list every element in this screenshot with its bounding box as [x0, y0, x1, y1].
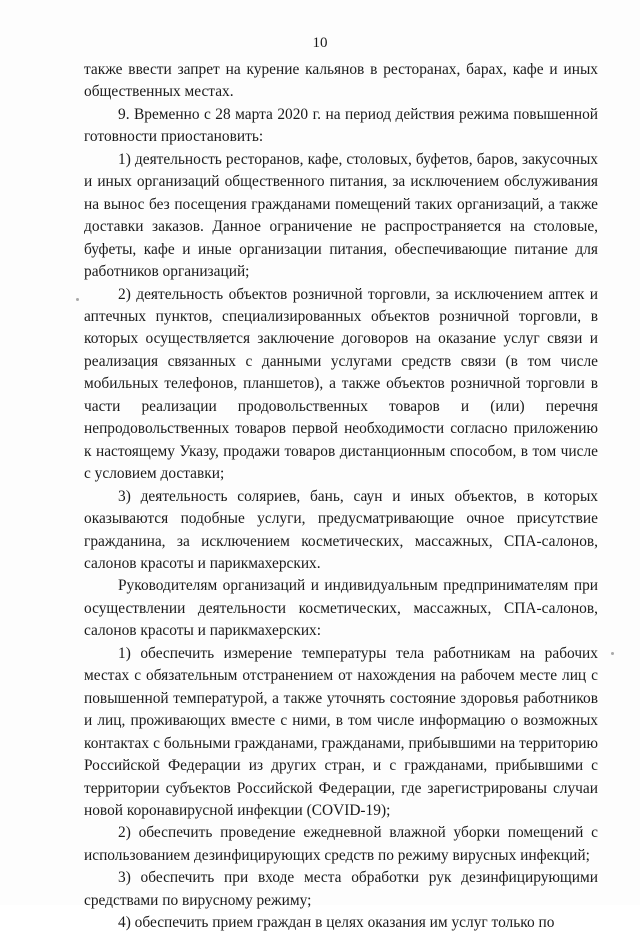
- paragraph-measure-3-disinfection: 3) обеспечить при входе места обработки рук дезинфицирующими средствами по вирусному режиму;: [84, 869, 598, 909]
- paragraph-continuation: также ввести запрет на курение кальянов в ресторанах, барах, кафе и иных общественных местах.: [84, 61, 598, 101]
- paragraph-subitem-2-retail: 2) деятельность объектов розничной торговли, за исключением аптек и аптечных пунктов, специализированных объектов розничной торговли, в которых осуществляется заключение договоров на оказание услуг связи и реализация связанных с данными услугами средств связи (в том числе мобильных телефонов, планшетов), а также объектов розничной торговли в части реализации продовольственных товаров и (или) перечня непродовольственных товаров первой необходимости согласно приложению к настоящему Указу, продажи товаров дистанционным способом, в том числе с условием доставки;: [84, 285, 598, 483]
- paragraph-measure-1-temperature: 1) обеспечить измерение температуры тела работникам на рабочих местах с обязательным отстранением от нахождения на рабочем месте лиц с повышенной температурой, а также уточнять состояние здоровья работников и лиц, проживающих вместе с ними, в том числе информацию о возможных контактах с больными гражданами, гражданами, прибывшими на территорию Российской Федерации из других стран, и с гражданами, прибывшими с территории субъектов Российской Федерации, где зарегистрированы случаи новой коронавирусной инфекции (COVID-19);: [84, 644, 598, 819]
- paragraph-item-9: 9. Временно с 28 марта 2020 г. на период действия режима повышенной готовности приостановить:: [84, 105, 598, 146]
- scan-speck: [76, 298, 79, 301]
- document-body: [84, 59, 598, 935]
- scan-speck: [611, 652, 614, 655]
- paragraph-subitem-1-restaurants: 1) деятельность ресторанов, кафе, столовых, буфетов, баров, закусочных и иных организаций общественного питания, за исключением обслуживания на вынос без посещения гражданами помещений таких организаций, а также доставки заказов. Данное ограничение не распространяется на столовые, буфеты, кафе и иные организации питания, обеспечивающие питание для работников организаций;: [84, 150, 598, 281]
- page-number: 10: [312, 35, 328, 51]
- paragraph-managers-instruction: Руководителям организаций и индивидуальным предпринимателям при осуществлении деятельности косметических, массажных, СПА-салонов, салонов красоты и парикмахерских:: [84, 577, 598, 640]
- paragraph-measure-2-cleaning: 2) обеспечить проведение ежедневной влажной уборки помещений с использованием дезинфицирующих средств по режиму вирусных инфекций;: [84, 824, 598, 864]
- paragraph-measure-4-reception: 4) обеспечить прием граждан в целях оказания им услуг только по: [118, 914, 555, 932]
- paragraph-subitem-3-saunas: 3) деятельность соляриев, бань, саун и иных объектов, в которых оказываются подобные услуги, предусматривающие очное присутствие гражданина, за исключением косметических, массажных, СПА-салонов, салонов красоты и парикмахерских.: [84, 487, 598, 572]
